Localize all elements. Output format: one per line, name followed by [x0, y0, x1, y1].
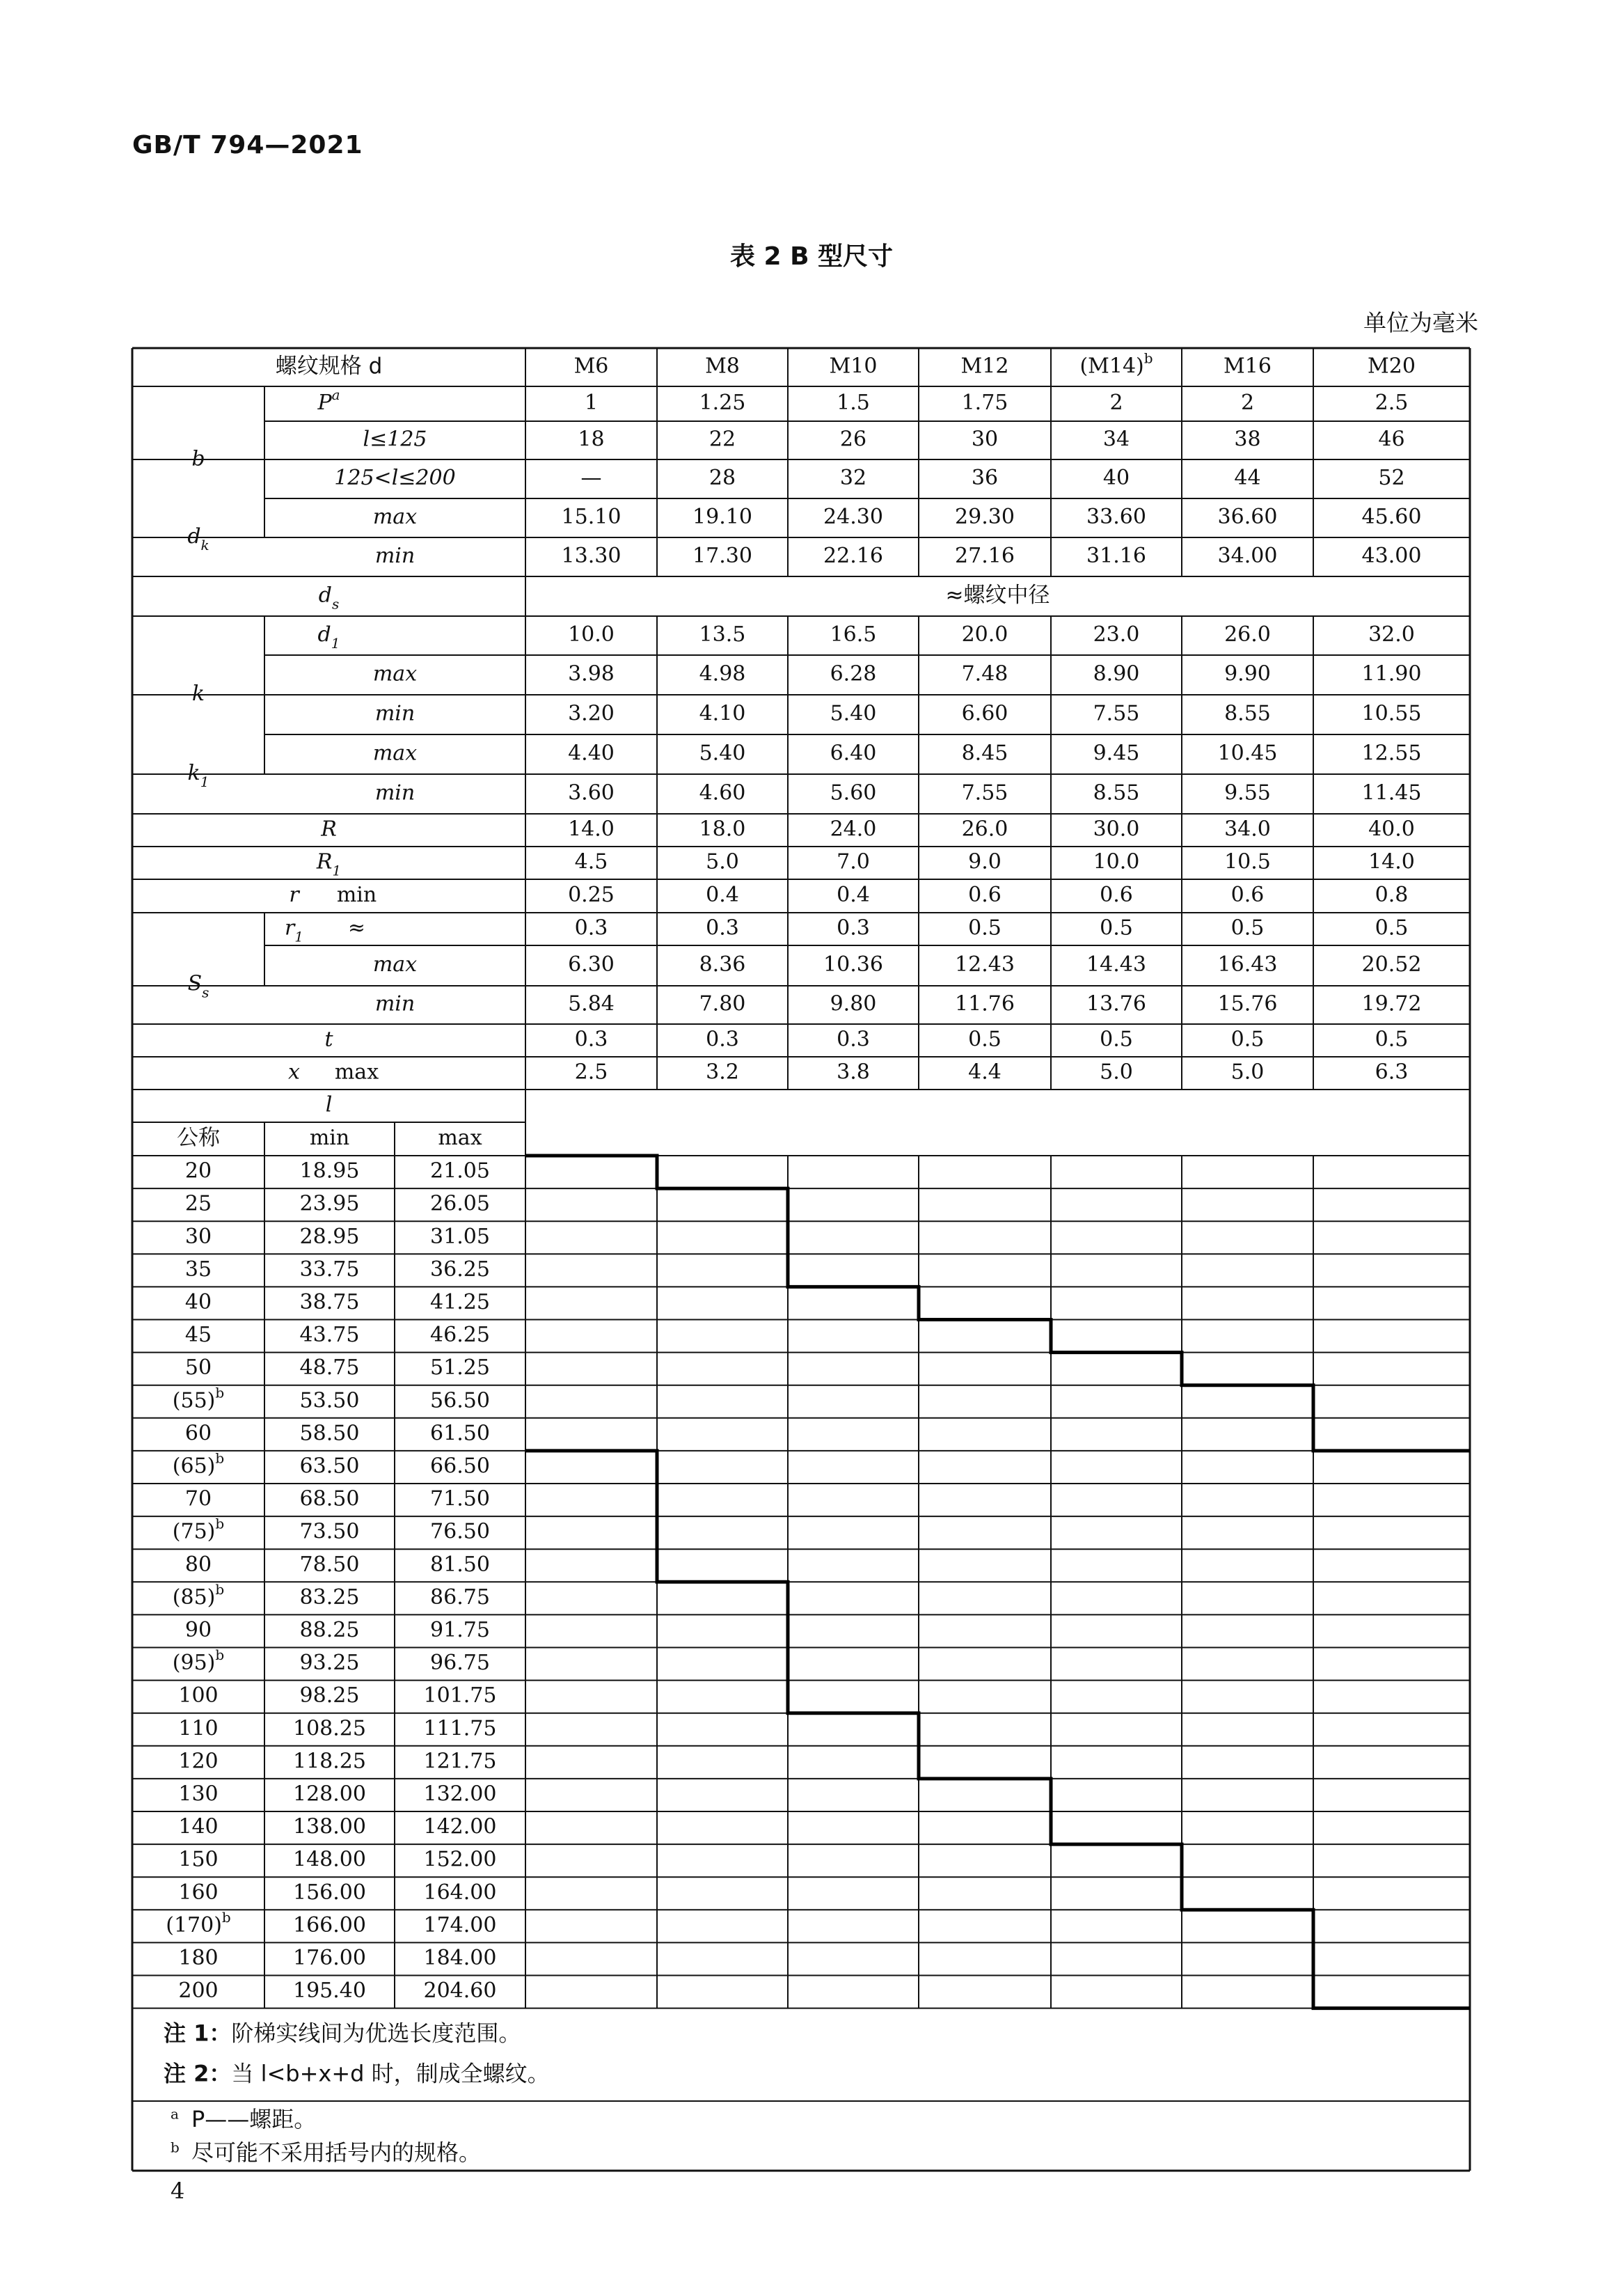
param-value: 9.45 — [1093, 741, 1140, 766]
param-value: 15.10 — [561, 505, 622, 529]
param-value: 13.76 — [1086, 991, 1146, 1016]
param-value: 43.00 — [1361, 544, 1422, 568]
staircase-lower — [525, 1451, 1470, 2008]
param-value: 30.0 — [1093, 817, 1140, 842]
length-max: 66.50 — [430, 1454, 490, 1479]
param-value: 52 — [1378, 466, 1405, 490]
param-value: 7.55 — [1093, 701, 1140, 726]
length-nominal: 180 — [178, 1945, 219, 1970]
param-symbol: $P^a$ — [317, 386, 340, 415]
param-value: 44 — [1234, 466, 1261, 490]
length-min: 48.75 — [299, 1355, 360, 1381]
param-value: 17.30 — [692, 544, 752, 568]
param-value: 31.16 — [1086, 544, 1146, 568]
length-min: 63.50 — [299, 1454, 360, 1479]
param-value: 38 — [1234, 427, 1261, 452]
param-value: 2.5 — [574, 1060, 608, 1085]
length-min: 88.25 — [299, 1617, 360, 1642]
length-min: 23.95 — [299, 1191, 360, 1216]
length-min: 98.25 — [299, 1683, 360, 1708]
page-number: 4 — [171, 2178, 185, 2204]
param-value: 10.0 — [568, 622, 615, 647]
length-nominal: $(85)^b$ — [172, 1580, 225, 1610]
length-max: 164.00 — [423, 1880, 497, 1905]
size-header: M6 — [573, 354, 609, 379]
param-qualifier: l≤125 — [363, 427, 427, 452]
param-value: 6.60 — [961, 701, 1008, 726]
param-value: 19.10 — [692, 505, 752, 529]
param-value: 0.5 — [1230, 1027, 1265, 1052]
param-value: 5.40 — [699, 741, 746, 766]
size-header: M20 — [1368, 354, 1416, 379]
length-max: 41.25 — [430, 1289, 490, 1314]
param-value: 3.20 — [568, 701, 615, 726]
param-value: 3.8 — [837, 1060, 870, 1085]
length-max: 46.25 — [430, 1323, 490, 1348]
param-value: 24.30 — [823, 505, 883, 529]
param-symbol: k — [191, 682, 205, 706]
footnote-mark: a — [331, 386, 340, 403]
param-value: 4.60 — [699, 780, 746, 805]
param-value: 5.0 — [1100, 1060, 1133, 1085]
subscript: k — [200, 536, 209, 553]
param-value: 15.76 — [1217, 991, 1278, 1016]
length-nominal: 50 — [184, 1355, 212, 1381]
param-symbol: $d_k$ — [187, 524, 209, 553]
param-value: 34.00 — [1217, 544, 1278, 568]
param-value: 1.5 — [837, 391, 870, 415]
subscript: 1 — [331, 634, 340, 652]
param-value: 0.6 — [968, 883, 1001, 907]
param-value: 32 — [839, 466, 867, 490]
param-value: 7.80 — [699, 991, 746, 1016]
param-symbol: $r_1$ — [284, 915, 304, 945]
size-header: M8 — [705, 354, 740, 379]
footnote-mark: b — [215, 1580, 225, 1598]
param-symbol: b — [191, 446, 205, 471]
length-max: 111.75 — [423, 1716, 497, 1741]
param-value: 16.43 — [1217, 952, 1278, 977]
param-value: 14.0 — [568, 817, 615, 842]
size-header: $(M14)^b$ — [1079, 349, 1153, 379]
length-max: 204.60 — [423, 1979, 497, 2004]
length-max: 96.75 — [430, 1651, 490, 1676]
param-value: 11.45 — [1361, 780, 1422, 805]
length-max: 36.25 — [430, 1257, 490, 1282]
param-value: 26.0 — [961, 817, 1008, 842]
param-value: 40.0 — [1368, 817, 1415, 842]
subscript: s — [331, 595, 340, 612]
param-value: 0.3 — [574, 1027, 608, 1052]
footnote-mark: b — [221, 1908, 231, 1926]
footnote-text: P——螺距。 — [191, 2106, 317, 2132]
param-qualifier: min — [374, 701, 415, 726]
length-nominal: 200 — [178, 1979, 219, 2004]
footnote-mark: b — [171, 2139, 180, 2156]
param-value: 26.0 — [1224, 622, 1271, 647]
param-value: 7.55 — [961, 780, 1008, 805]
param-value: 0.3 — [706, 1027, 739, 1052]
param-value: 9.55 — [1224, 780, 1271, 805]
param-value: 18 — [578, 427, 605, 452]
length-nominal: 35 — [184, 1257, 212, 1282]
param-value: 6.3 — [1375, 1060, 1409, 1085]
length-min: 128.00 — [293, 1782, 366, 1807]
param-value: 1 — [584, 391, 599, 415]
param-value: 14.43 — [1086, 952, 1146, 977]
param-value: 33.60 — [1086, 505, 1146, 529]
length-min: 148.00 — [293, 1847, 366, 1872]
length-min: 38.75 — [299, 1289, 360, 1314]
length-max: 142.00 — [423, 1814, 497, 1839]
footnote-mark: a — [171, 2105, 179, 2123]
param-value: 0.5 — [1100, 915, 1133, 941]
length-min: 108.25 — [293, 1716, 366, 1741]
param-symbol: $S_s$ — [187, 971, 209, 1000]
note-text — [164, 2020, 521, 2047]
param-value: 9.90 — [1224, 661, 1271, 686]
param-value: 20.0 — [961, 622, 1008, 647]
length-max: 51.25 — [430, 1355, 490, 1381]
length-min: 33.75 — [299, 1257, 360, 1282]
length-nominal: 150 — [178, 1847, 219, 1872]
length-header: l — [325, 1092, 333, 1117]
param-value: 27.16 — [955, 544, 1015, 568]
param-value: 3.2 — [706, 1060, 739, 1085]
length-nominal: 20 — [184, 1158, 212, 1184]
length-min: 156.00 — [293, 1880, 366, 1905]
length-nominal: $(55)^b$ — [172, 1383, 225, 1413]
length-max: 184.00 — [423, 1945, 497, 1970]
param-value: 8.45 — [961, 741, 1008, 766]
param-value: 0.3 — [574, 915, 608, 941]
param-value: 10.0 — [1093, 849, 1140, 874]
subscript: 1 — [200, 773, 209, 790]
param-value: 4.10 — [699, 701, 746, 726]
length-nominal: $(170)^b$ — [166, 1908, 231, 1937]
param-value: 13.5 — [699, 622, 746, 647]
staircase-upper — [525, 1156, 1470, 1451]
length-min: 195.40 — [293, 1979, 366, 2004]
length-min: 118.25 — [293, 1749, 366, 1774]
length-nominal: 120 — [178, 1749, 219, 1774]
param-qualifier: 125<l≤200 — [334, 466, 456, 490]
param-value: 40 — [1102, 466, 1130, 490]
param-value: 20.52 — [1361, 952, 1422, 977]
param-value: 36.60 — [1217, 505, 1278, 529]
length-max: 174.00 — [423, 1912, 497, 1937]
length-max: 101.75 — [423, 1683, 497, 1708]
subscript: 1 — [294, 928, 304, 945]
length-nominal: 70 — [184, 1486, 212, 1511]
param-value: 0.5 — [968, 915, 1001, 941]
param-value: 5.60 — [830, 780, 877, 805]
param-value: 10.45 — [1217, 741, 1278, 766]
param-value: 10.55 — [1361, 701, 1422, 726]
subscript: s — [202, 984, 209, 1000]
length-nominal: $(75)^b$ — [172, 1515, 225, 1544]
param-value: 36 — [971, 466, 999, 490]
length-nominal: 130 — [178, 1782, 219, 1807]
param-value: — — [580, 466, 602, 490]
length-max: 31.05 — [430, 1224, 490, 1249]
param-value: 8.36 — [699, 952, 746, 977]
length-min: 28.95 — [299, 1224, 360, 1249]
footnote-text: 尽可能不采用括号内的规格。 — [191, 2139, 482, 2166]
length-min: 73.50 — [299, 1519, 360, 1544]
note-label: 注 2： — [164, 2060, 232, 2087]
param-value: 23.0 — [1093, 622, 1140, 647]
param-value: 2.5 — [1375, 391, 1409, 415]
length-max: 76.50 — [430, 1519, 490, 1544]
param-value: 46 — [1378, 427, 1405, 452]
length-nominal: 160 — [178, 1880, 219, 1905]
note-body: 当 l<b+x+d 时，制成全螺纹。 — [231, 2060, 550, 2087]
size-header: M10 — [829, 354, 878, 379]
param-value: 6.28 — [830, 661, 877, 686]
param-value: 4.98 — [699, 661, 746, 686]
param-value: 7.0 — [837, 849, 870, 874]
length-min: 58.50 — [299, 1421, 360, 1446]
document-code: GB/T 794—2021 — [132, 131, 363, 159]
param-qualifier: min — [374, 991, 415, 1016]
param-value: 6.40 — [830, 741, 877, 766]
length-nominal: 140 — [178, 1814, 219, 1839]
param-value: 30 — [971, 427, 999, 452]
param-value: 45.60 — [1361, 505, 1422, 529]
param-value: 18.0 — [699, 817, 746, 842]
param-value: 8.90 — [1093, 661, 1140, 686]
footnote-mark: b — [1143, 349, 1153, 366]
param-value: 0.6 — [1230, 883, 1265, 907]
param-value: 12.55 — [1361, 741, 1422, 766]
param-value: 0.5 — [968, 1027, 1001, 1052]
param-value: 0.4 — [706, 883, 739, 907]
param-value: 14.0 — [1368, 849, 1415, 874]
param-qualifier: max — [372, 741, 418, 766]
param-value: 16.5 — [830, 622, 877, 647]
param-value: 1.75 — [961, 391, 1008, 415]
length-min: 18.95 — [299, 1158, 360, 1184]
param-qualifier: max — [372, 952, 418, 977]
length-max: 21.05 — [430, 1158, 490, 1184]
param-value: 0.5 — [1375, 1027, 1409, 1052]
length-nominal: 40 — [184, 1289, 212, 1314]
length-nominal: $(95)^b$ — [172, 1646, 225, 1676]
spec-header: 螺纹规格 d — [275, 354, 383, 379]
param-value: 0.3 — [837, 915, 870, 941]
param-value: 3.98 — [568, 661, 615, 686]
param-value: 0.6 — [1100, 883, 1133, 907]
param-value: 22 — [708, 427, 736, 452]
param-qualifier: max — [372, 661, 418, 686]
param-value: 8.55 — [1224, 701, 1271, 726]
param-qualifier: ≈ — [347, 915, 366, 941]
length-min: 138.00 — [293, 1814, 366, 1839]
size-header: M16 — [1224, 354, 1272, 379]
param-value: 1.25 — [699, 391, 746, 415]
size-header: M12 — [960, 354, 1009, 379]
length-nominal: 110 — [178, 1716, 219, 1741]
length-min: 176.00 — [293, 1945, 366, 1970]
param-symbol: R — [321, 817, 337, 842]
param-value: 28 — [708, 466, 736, 490]
param-qualifier: min — [336, 883, 377, 907]
length-max: 132.00 — [423, 1782, 497, 1807]
param-value: 0.5 — [1230, 915, 1265, 941]
param-value: 34.0 — [1224, 817, 1271, 842]
length-nominal: 60 — [184, 1421, 212, 1446]
param-value: 5.0 — [706, 849, 739, 874]
length-nominal: 25 — [184, 1191, 212, 1216]
length-nominal: 45 — [184, 1323, 212, 1348]
param-value: 0.5 — [1375, 915, 1409, 941]
param-qualifier: min — [374, 780, 415, 805]
nominal-header: 公称 — [177, 1125, 220, 1151]
length-min: 53.50 — [299, 1388, 360, 1413]
param-value: 5.0 — [1230, 1060, 1265, 1085]
param-value: 3.60 — [568, 780, 615, 805]
footnote-mark: b — [215, 1646, 225, 1663]
param-value: 4.40 — [568, 741, 615, 766]
length-max: 91.75 — [430, 1617, 490, 1642]
param-value: 19.72 — [1361, 991, 1422, 1016]
param-value: 4.5 — [574, 849, 608, 874]
max-header: max — [438, 1126, 482, 1150]
param-value: 2 — [1109, 391, 1123, 415]
param-value: 29.30 — [955, 505, 1015, 529]
length-nominal: 90 — [184, 1617, 212, 1642]
param-value: 11.76 — [955, 991, 1015, 1016]
param-value: 0.5 — [1100, 1027, 1133, 1052]
param-qualifier: max — [334, 1060, 379, 1085]
param-value: 12.43 — [955, 952, 1015, 977]
length-max: 61.50 — [430, 1421, 490, 1446]
table-title: 表 2 B 型尺寸 — [729, 242, 894, 271]
length-max: 86.75 — [430, 1585, 490, 1610]
note-text — [164, 2061, 550, 2087]
param-value: 0.25 — [568, 883, 615, 907]
subscript: 1 — [332, 862, 342, 879]
length-min: 78.50 — [299, 1552, 360, 1577]
min-header: min — [309, 1126, 350, 1150]
length-max: 121.75 — [423, 1749, 497, 1774]
param-value: 24.0 — [830, 817, 877, 842]
param-symbol: $R_1$ — [316, 849, 342, 879]
param-symbol: r — [289, 883, 299, 907]
param-value: 2 — [1240, 391, 1255, 415]
param-value: 10.36 — [823, 952, 883, 977]
note-label: 注 1： — [164, 2020, 232, 2047]
length-nominal: 80 — [184, 1552, 212, 1577]
param-value: 9.0 — [968, 849, 1001, 874]
length-max: 56.50 — [430, 1388, 490, 1413]
param-symbol: $d_1$ — [317, 622, 340, 652]
length-nominal: $(65)^b$ — [172, 1449, 225, 1479]
param-qualifier: max — [372, 505, 418, 529]
param-value: 6.30 — [568, 952, 615, 977]
param-value: 8.55 — [1093, 780, 1140, 805]
length-max: 81.50 — [430, 1552, 490, 1577]
merged-value: ≈螺纹中径 — [945, 583, 1050, 608]
footnote-mark: b — [215, 1449, 225, 1466]
length-min: 93.25 — [299, 1651, 360, 1676]
unit-label: 单位为毫米 — [1363, 309, 1478, 336]
param-symbol: t — [324, 1027, 333, 1052]
length-max: 71.50 — [430, 1486, 490, 1511]
length-min: 83.25 — [299, 1585, 360, 1610]
param-value: 34 — [1102, 427, 1130, 452]
param-value: 0.3 — [706, 915, 739, 941]
param-value: 22.16 — [823, 544, 883, 568]
param-qualifier: min — [374, 544, 415, 568]
param-symbol: $d_s$ — [318, 583, 340, 612]
param-value: 32.0 — [1368, 622, 1415, 647]
param-symbol: $k_1$ — [187, 761, 209, 790]
param-symbol: x — [288, 1060, 300, 1085]
param-value: 5.84 — [568, 991, 615, 1016]
param-value: 4.4 — [968, 1060, 1001, 1085]
param-value: 9.80 — [830, 991, 877, 1016]
param-value: 7.48 — [961, 661, 1008, 686]
footnote-mark: b — [215, 1383, 225, 1401]
length-min: 68.50 — [299, 1486, 360, 1511]
length-max: 152.00 — [423, 1847, 497, 1872]
param-value: 0.3 — [837, 1027, 870, 1052]
length-min: 166.00 — [293, 1912, 366, 1937]
param-value: 10.5 — [1224, 849, 1271, 874]
footnote-mark: b — [215, 1515, 225, 1532]
param-value: 26 — [839, 427, 867, 452]
length-nominal: 100 — [178, 1683, 219, 1708]
param-value: 5.40 — [830, 701, 877, 726]
length-max: 26.05 — [430, 1191, 490, 1216]
param-value: 13.30 — [561, 544, 622, 568]
param-value: 0.4 — [837, 883, 870, 907]
param-value: 11.90 — [1361, 661, 1422, 686]
length-nominal: 30 — [184, 1224, 212, 1249]
note-body: 阶梯实线间为优选长度范围。 — [231, 2020, 521, 2047]
param-value: 0.8 — [1375, 883, 1409, 907]
length-min: 43.75 — [299, 1323, 360, 1348]
